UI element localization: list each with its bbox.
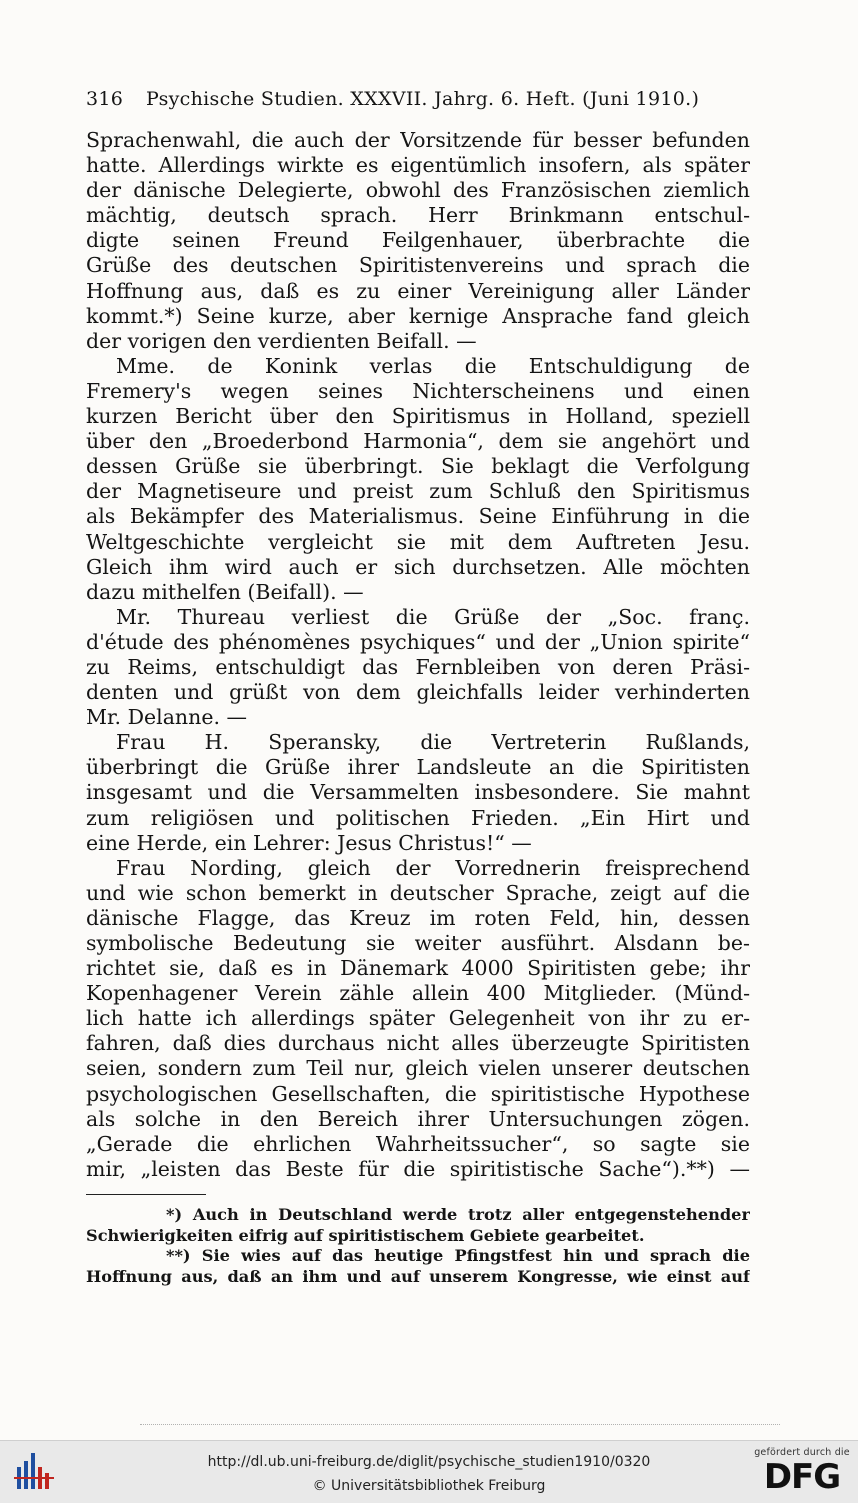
text-line: Hoffnung aus, daß es zu einer Vereinigung aller Länder [86,278,750,303]
footnote-divider [86,1194,206,1195]
text-line: Grüße des deutschen Spiritistenvereins und sprach die [86,253,750,278]
text-line: seien, sondern zum Teil nur, gleich vielen unserer deutschen [86,1056,750,1081]
permalink-url[interactable]: http://dl.ub.uni-freiburg.de/diglit/psychische_studien1910/0320 [207,1454,651,1470]
text-line: richtet sie, daß es in Dänemark 4000 Spiritisten gebe; ihr [86,956,750,981]
text-line: symbolische Bedeutung sie weiter ausführt. Alsdann be- [86,931,750,955]
funding-text: gefördert durch die [754,1447,850,1458]
text-line: Fremery's wegen seines Nichterscheinens und einen [86,378,750,403]
journal-title: Psychische Studien. XXXVII. Jahrg. 6. Heft. (Juni 1910.) [146,88,700,110]
text-line: mächtig, deutsch sprach. Herr Brinkmann entschul- [86,203,750,228]
text-line: der vorigen den verdienten Beifall. — [86,328,477,353]
text-line: Weltgeschichte vergleicht sie mit dem Auftreten Jesu. [86,529,750,554]
text-line: und wie schon bemerkt in deutscher Sprache, zeigt auf die [86,880,750,905]
text-line: dänische Flagge, das Kreuz im roten Feld, hin, dessen [86,905,750,930]
copyright-notice: © Universitätsbibliothek Freiburg [312,1478,546,1494]
text-line: Mme. de Konink verlas die Entschuldigung de [116,353,750,378]
text-line: dessen Grüße sie überbringt. Sie beklagt die Verfolgung [86,454,750,479]
page-number: 316 [86,88,124,110]
text-line: Mr. Thureau verliest die Grüße der „Soc. franç. [116,604,750,629]
text-line: Gleich ihm wird auch er sich durchsetzen. Alle möchten [86,554,750,579]
text-line: Frau H. Speransky, die Vertreterin Rußlands, [116,730,750,755]
footnote-line: *) Auch in Deutschland werde trotz aller entgegenstehender [166,1205,750,1224]
text-line: Mr. Delanne. — [86,705,247,730]
text-line: d'étude des phénomènes psychiques“ und der „Union spirite“ [86,629,750,654]
text-line: insgesamt und die Versammelten insbesondere. Sie mahnt [86,780,750,805]
text-line: über den „Broederbond Harmonia“, dem sie angehört und [86,429,750,454]
text-line: mir, „leisten das Beste für die spiritistische Sache“).**) — [86,1156,750,1181]
text-line: zu Reims, entschuldigt das Fernbleiben von deren Präsi- [86,654,750,679]
text-line: Frau Nording, gleich der Vorrednerin freisprechend [116,855,750,880]
digitization-footer [0,1440,858,1503]
text-line: dazu mithelfen (Beifall). — [86,579,364,604]
text-line: als Bekämpfer des Materialismus. Seine Einführung in die [86,504,750,529]
text-line: psychologischen Gesellschaften, die spiritistische Hypothese [86,1081,750,1106]
text-line: der dänische Delegierte, obwohl des Französischen ziemlich [86,178,750,203]
footnote-line: **) Sie wies auf das heutige Pfingstfest hin und sprach die [166,1246,750,1265]
text-line: als solche in den Bereich ihrer Untersuchungen zögen. [86,1106,750,1131]
text-line: zum religiösen und politischen Frieden. „Ein Hirt und [86,805,750,830]
footnote-line: Schwierigkeiten eifrig auf spiritistischem Gebiete gearbeitet. [86,1225,645,1245]
text-line: überbringt die Grüße ihrer Landsleute an die Spiritisten [86,755,750,780]
text-line: „Gerade die ehrlichen Wahrheitssucher“, so sagte sie [86,1131,750,1156]
text-line: eine Herde, ein Lehrer: Jesus Christus!“ — [86,830,532,855]
text-line: Kopenhagener Verein zähle allein 400 Mitglieder. (Münd- [86,981,750,1006]
text-line: digte seinen Freund Feilgenhauer, überbrachte die [86,228,750,253]
text-line: Sprachenwahl, die auch der Vorsitzende für besser befunden [86,128,750,152]
dfg-wordmark: DFG [763,1457,841,1497]
scan-artifact [140,1424,780,1429]
text-line: fahren, daß dies durchaus nicht alles überzeugte Spiritisten [86,1031,750,1056]
footnote-line: Hoffnung aus, daß an ihm und auf unserem Kongresse, wie einst auf [86,1266,750,1286]
text-line: kommt.*) Seine kurze, aber kernige Ansprache fand gleich [86,303,750,328]
running-header [86,88,750,120]
text-line: hatte. Allerdings wirkte es eigentümlich insofern, als später [86,153,750,178]
dfg-logo[interactable] [754,1447,850,1499]
text-line: denten und grüßt von dem gleichfalls leider verhinderten [86,680,750,705]
text-line: lich hatte ich allerdings später Gelegenheit von ihr zu er- [86,1006,750,1031]
body-text [86,128,750,1182]
text-line: kurzen Bericht über den Spiritismus in Holland, speziell [86,404,750,429]
text-line: der Magnetiseure und preist zum Schluß den Spiritismus [86,479,750,504]
footnotes [86,1205,750,1287]
